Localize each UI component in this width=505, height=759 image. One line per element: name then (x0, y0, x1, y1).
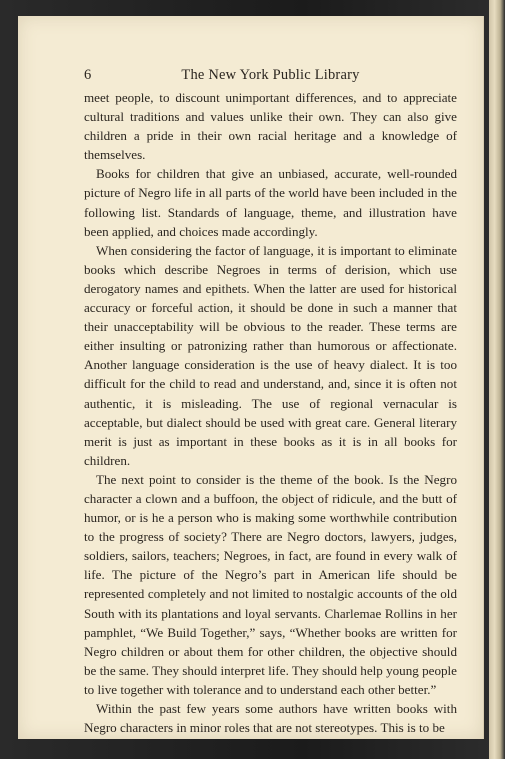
text-block (84, 66, 457, 737)
running-head (84, 66, 457, 88)
body-text (84, 88, 457, 737)
page-number: 6 (84, 67, 92, 83)
paragraph: When considering the factor of language, it is important to eliminate books which describe Negroes in terms of derision, which use derogatory names and epithets. When the latter are used for historical accuracy or forceful action, it should be done in such a manner that their unacceptability will be obvious to the reader. These terms are either insulting or patronizing rather than humorous or affectionate. Another language consideration is the use of heavy dialect. It is too difficult for the child to read and understand, and, since it is often not authentic, it is misleading. The use of regional vernacular is acceptable, but dialect should be used with great care. General literary merit is just as important in these books as it is in all books for children. (84, 242, 457, 468)
book-cover-edge (489, 0, 505, 759)
paragraph: The next point to consider is the theme of the book. Is the Negro character a clown and a buffoon, the object of ridicule, and the butt of humor, or is he a person who is making some worthwhile contribution to the progress of society? There are Negro doctors, lawyers, judges, soldiers, sailors, teachers; Negroes, in fact, are found in every walk of life. The picture of the Negro’s part in American life should be represented completely and not limited to nostalgic accounts of the old South with its plantations and loyal servants. Charlemae Rollins in her pamphlet, “We Build Together,” says, “Whether books are written for Negro children or about them for other children, the objective should be the same. They should interpret life. They should help young people to live together with tolerance and to understand each other better.” (84, 471, 457, 697)
paragraph: Books for children that give an unbiased, accurate, well-rounded picture of Negro life in all parts of the world have been included in the following list. Standards of language, theme, and illustration have been applied, and choices made accordingly. (84, 166, 457, 239)
book-page (18, 16, 483, 739)
paragraph: Within the past few years some authors have written books with Negro characters in minor roles that are not stereotypes. This is to be (84, 701, 457, 736)
running-title: The New York Public Library (181, 67, 360, 83)
paragraph: meet people, to discount unimportant differences, and to appreciate cultural traditions and values unlike their own. They can also give children a pride in their own racial heritage and a knowledge of themselves. (84, 90, 457, 163)
